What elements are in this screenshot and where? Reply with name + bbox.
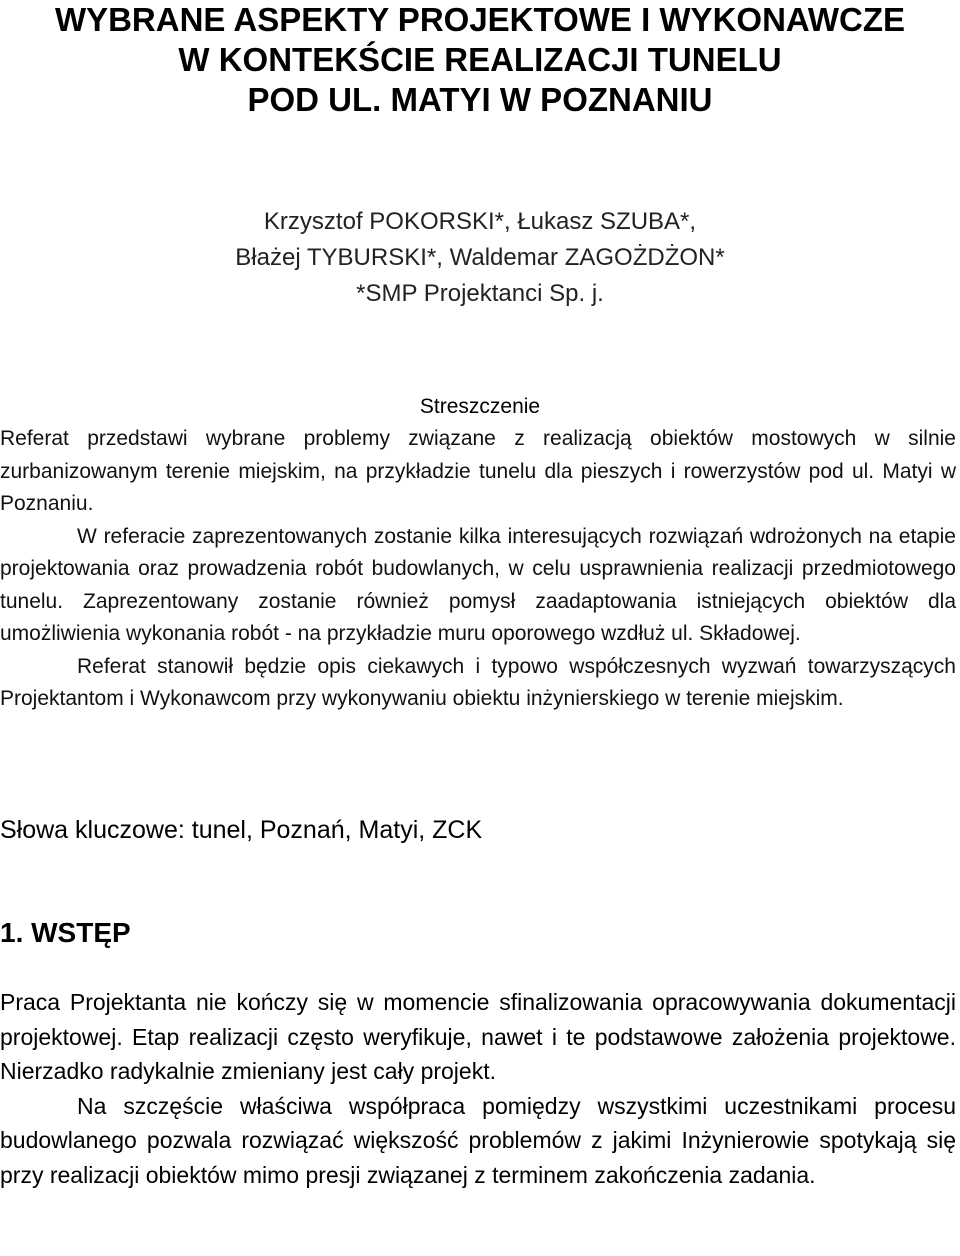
paper-title	[0, 0, 960, 120]
section-heading-introduction: 1. WSTĘP	[0, 917, 131, 948]
authors-line-2: Błażej TYBURSKI*, Waldemar ZAGOŻDŻON*	[235, 244, 725, 271]
abstract-heading: Streszczenie	[419, 395, 541, 418]
authors-line-1: Krzysztof POKORSKI*, Łukasz SZUBA*,	[263, 208, 697, 235]
body-paragraph-2: Na szczęście właściwa współpraca pomiędzy wszystkimi uczestnikami procesu budowlanego pozwala rozwiązać większość problemów z jakimi Inżynierowie spotykają się przy realizacji obiektów mimo presji związanej z terminem zakończenia zadania.	[0, 1092, 956, 1188]
keywords-line: Słowa kluczowe: tunel, Poznań, Matyi, ZCK	[0, 816, 483, 844]
abstract-text	[0, 423, 956, 716]
paper-title-line-3: POD UL. MATYI W POZNANIU	[247, 81, 713, 118]
section-body-introduction	[0, 985, 956, 1192]
author-block	[0, 204, 960, 312]
body-paragraph-1: Praca Projektanta nie kończy się w momencie sfinalizowania opracowywania dokumentacji projektowej. Etap realizacji często weryfikuje, nawet i te podstawowe założenia projektowe. Nierzadko radykalnie zmieniany jest cały projekt.	[0, 989, 956, 1084]
abstract-paragraph-2: W referacie zaprezentowanych zostanie kilka interesujących rozwiązań wdrożonych na etapie projektowania oraz prowadzenia robót budowlanych, w celu usprawnienia realizacji przedmiotowego tunelu. Zaprezentowany zostanie również pomysł zaadaptowania istniejących obiektów dla umożliwienia wykonania robót - na przykładzie muru oporowego wzdłuż ul. Składowej.	[0, 524, 956, 645]
abstract-paragraph-1: Referat przedstawi wybrane problemy związane z realizacją obiektów mostowych w silnie zurbanizowanym terenie miejskim, na przykładzie tunelu dla pieszych i rowerzystów pod ul. Matyi w Poznaniu.	[0, 427, 956, 515]
paper-title-line-1: WYBRANE ASPEKTY PROJEKTOWE I WYKONAWCZE	[54, 1, 906, 38]
abstract-paragraph-3: Referat stanowił będzie opis ciekawych i typowo współczesnych wyzwań towarzyszących Projektantom i Wykonawcom przy wykonywaniu obiektu inżynierskiego w terenie miejskim.	[0, 654, 956, 710]
author-affiliation: *SMP Projektanci Sp. j.	[356, 280, 604, 307]
paper-title-line-2: W KONTEKŚCIE REALIZACJI TUNELU	[178, 41, 782, 78]
